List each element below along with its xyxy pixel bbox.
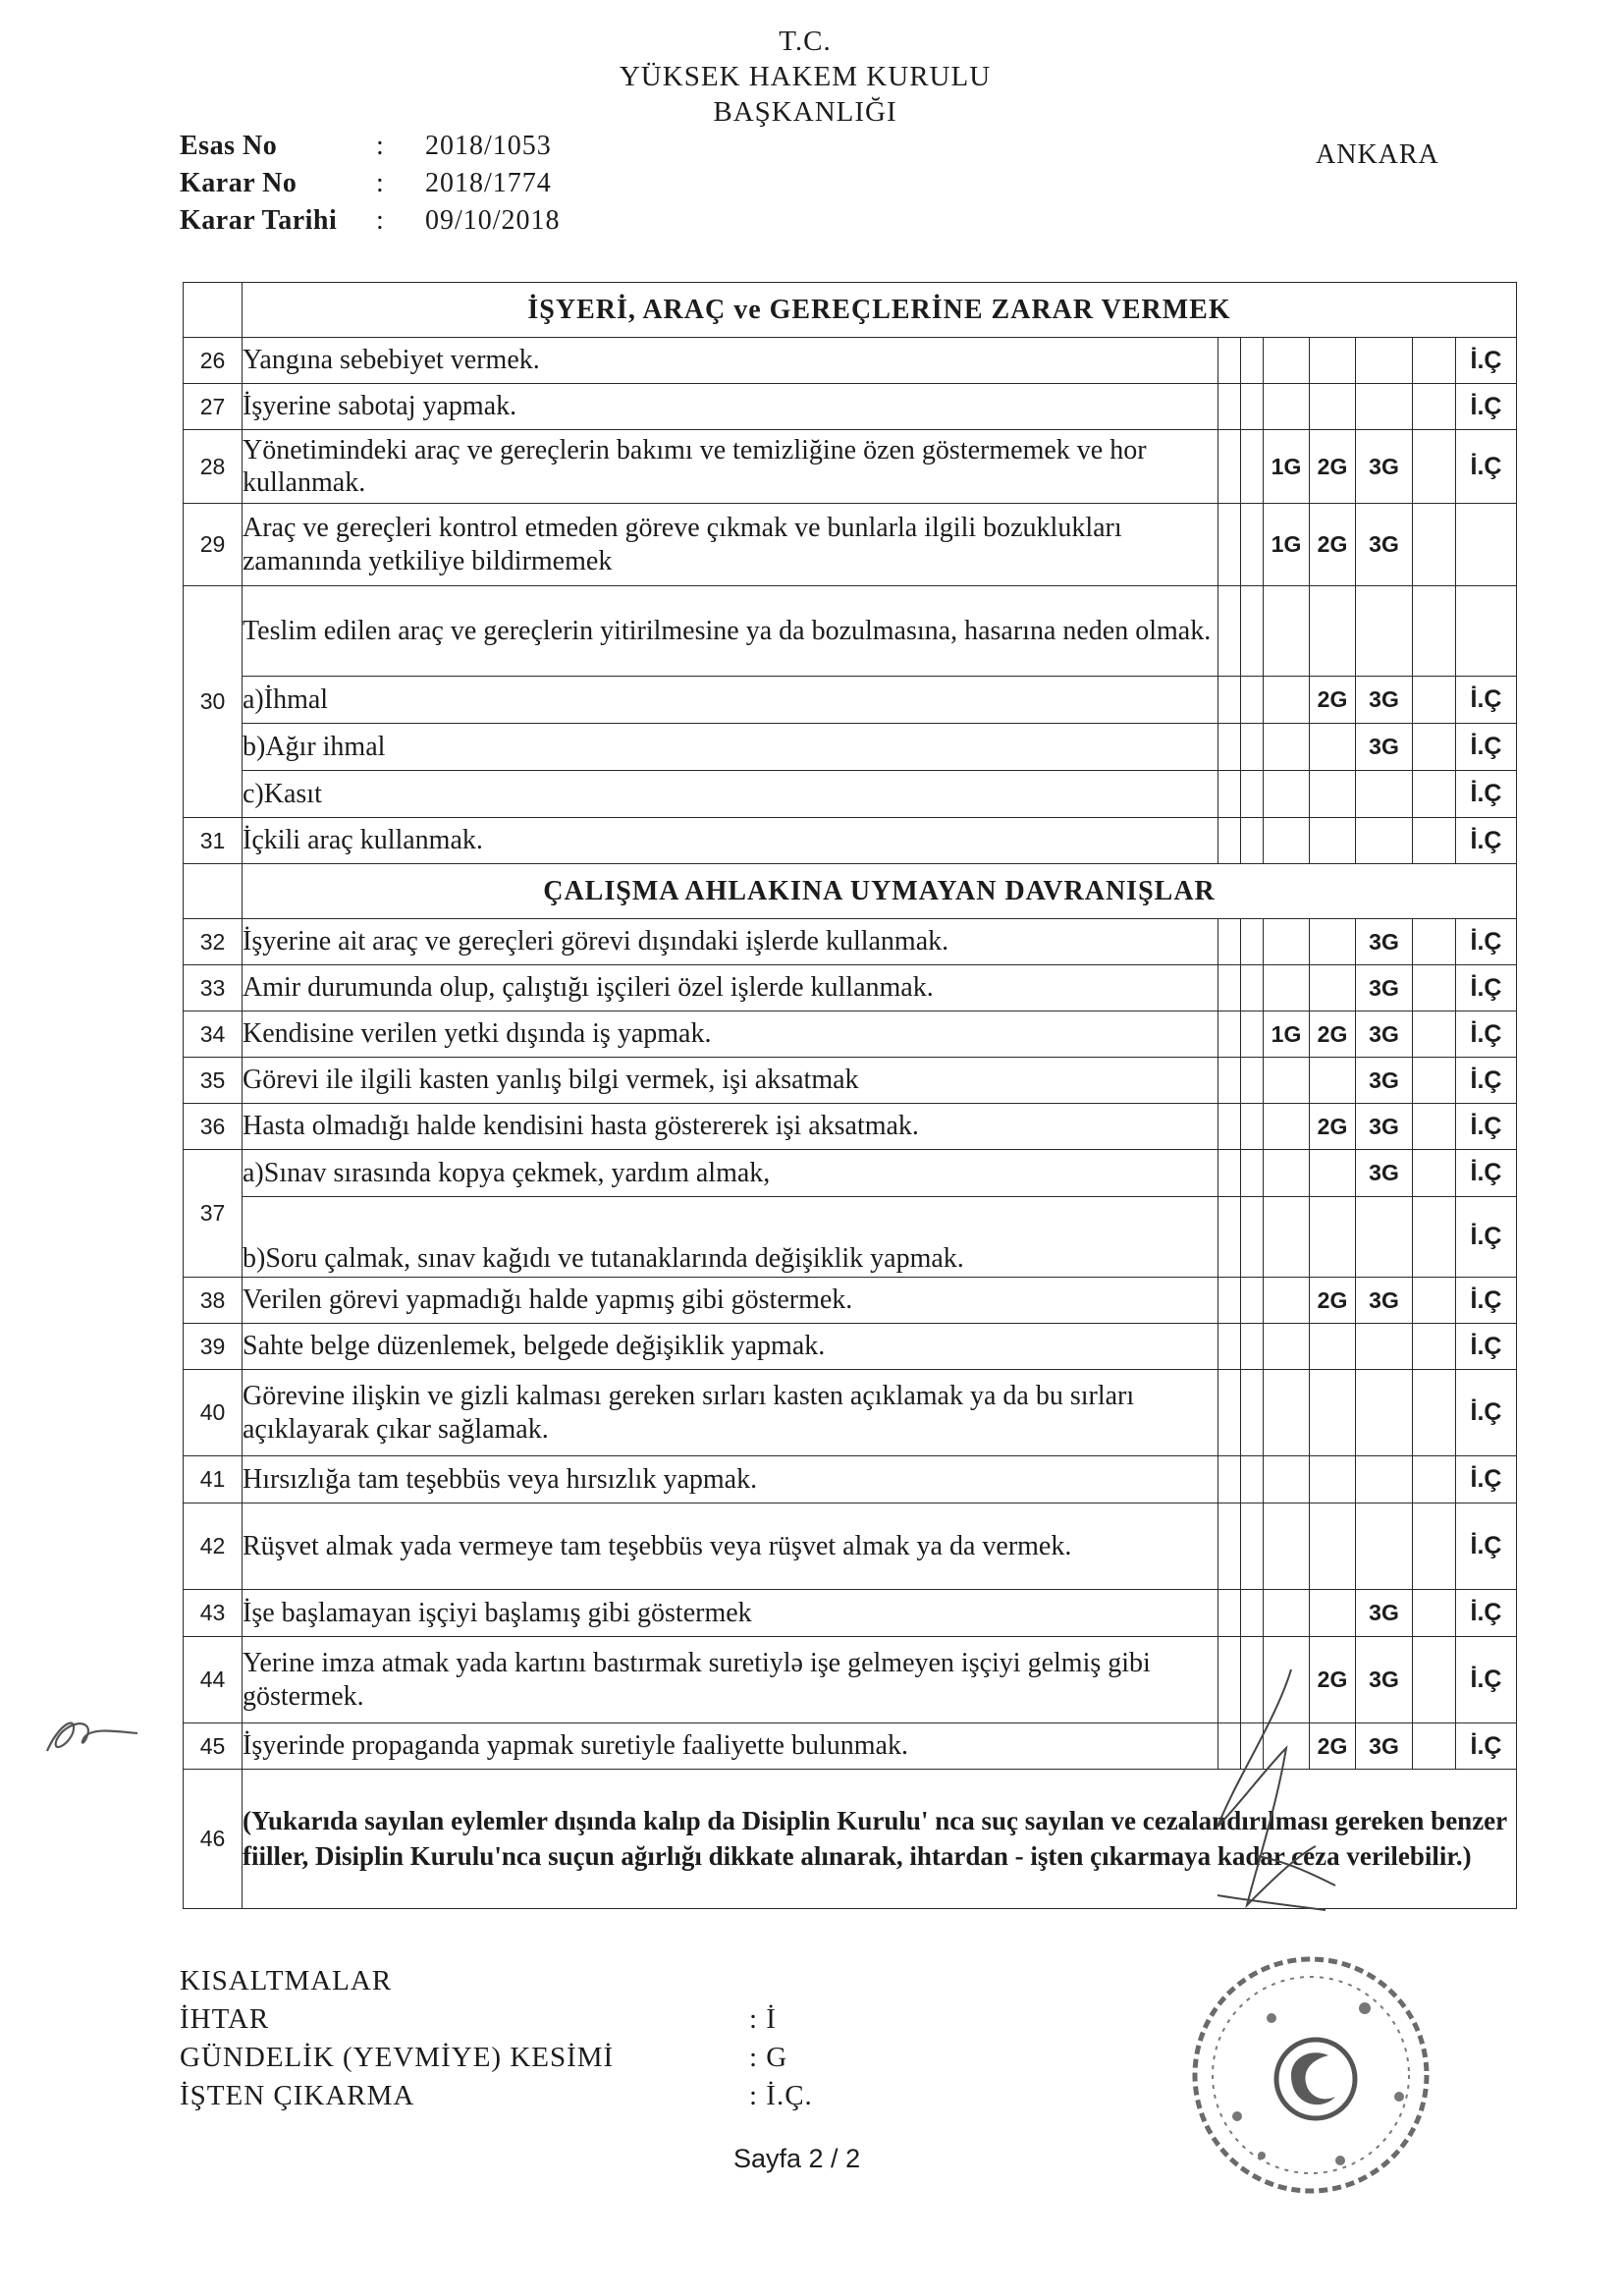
penalty-2g: 2G xyxy=(1310,1011,1356,1058)
table-row xyxy=(184,1104,1517,1150)
legend-label: İŞTEN ÇIKARMA xyxy=(180,2080,415,2111)
penalty-ic: İ.Ç xyxy=(1456,677,1517,724)
header-tc: T.C. xyxy=(779,26,832,57)
penalty-3g: 3G xyxy=(1356,504,1413,586)
penalty-ic: İ.Ç xyxy=(1456,1723,1517,1770)
table-row xyxy=(184,1197,1517,1278)
penalty-ic: İ.Ç xyxy=(1456,1637,1517,1723)
penalty-2g: 2G xyxy=(1310,504,1356,586)
row-text: Görevi ile ilgili kasten yanlış bilgi vermek, işi aksatmak xyxy=(243,1058,1218,1104)
penalty-3g: 3G xyxy=(1356,1150,1413,1197)
table-row xyxy=(184,1278,1517,1324)
legend-item xyxy=(180,2044,787,2072)
penalty-2g: 2G xyxy=(1310,677,1356,724)
penalty-ic: İ.Ç xyxy=(1456,1456,1517,1503)
section-title: İŞYERİ, ARAÇ ve GEREÇLERİNE ZARAR VERMEK xyxy=(243,283,1517,338)
penalty-3g: 3G xyxy=(1356,724,1413,771)
penalty-ic: İ.Ç xyxy=(1456,1590,1517,1637)
penalty-ic: İ.Ç xyxy=(1456,965,1517,1011)
legend-value: : İ xyxy=(749,2003,777,2035)
row-text: Rüşvet almak yada vermeye tam teşebbüs veya rüşvet almak ya da vermek. xyxy=(243,1503,1218,1590)
row-number: 44 xyxy=(184,1637,243,1723)
header-institution: YÜKSEK HAKEM KURULU xyxy=(619,61,992,92)
row-number: 29 xyxy=(184,504,243,586)
legend-label: GÜNDELİK (YEVMİYE) KESİMİ xyxy=(180,2042,615,2073)
row-number: 32 xyxy=(184,919,243,965)
penalty-ic: İ.Ç xyxy=(1456,1011,1517,1058)
penalty-ic: İ.Ç xyxy=(1456,771,1517,818)
row-subitem: c)Kasıt xyxy=(243,771,1218,818)
penalty-ic: İ.Ç xyxy=(1456,338,1517,384)
legend-item xyxy=(180,2005,777,2034)
penalty-ic: İ.Ç xyxy=(1456,1104,1517,1150)
penalty-1g: 1G xyxy=(1264,504,1310,586)
row-number: 35 xyxy=(184,1058,243,1104)
row-number: 37 xyxy=(184,1150,243,1278)
legend-item xyxy=(180,2082,813,2110)
row-text: Hırsızlığa tam teşebbüs veya hırsızlık yapmak. xyxy=(243,1456,1218,1503)
row-number: 38 xyxy=(184,1278,243,1324)
table-row xyxy=(184,1456,1517,1503)
karar-value: 2018/1774 xyxy=(425,168,552,198)
legend-value: : İ.Ç. xyxy=(749,2080,813,2111)
row-subitem: b)Soru çalmak, sınav kağıdı ve tutanaklarında değişiklik yapmak. xyxy=(243,1197,1218,1278)
colon: : xyxy=(376,131,385,161)
row-number: 40 xyxy=(184,1370,243,1456)
row-number: 30 xyxy=(184,586,243,818)
table-row xyxy=(184,1590,1517,1637)
section-row xyxy=(184,864,1517,919)
penalty-ic: İ.Ç xyxy=(1456,1278,1517,1324)
row-subitem: a)İhmal xyxy=(243,677,1218,724)
karar-no-line xyxy=(180,170,552,197)
row-text: Teslim edilen araç ve gereçlerin yitirilmesine ya da bozulmasına, hasarına neden olmak. xyxy=(243,586,1218,677)
table-row xyxy=(184,1150,1517,1197)
row-number: 42 xyxy=(184,1503,243,1590)
row-number: 39 xyxy=(184,1324,243,1370)
penalty-ic: İ.Ç xyxy=(1456,1370,1517,1456)
row-text: İşe başlamayan işçiyi başlamış gibi göstermek xyxy=(243,1590,1218,1637)
esas-label: Esas No xyxy=(180,131,278,161)
penalty-ic: İ.Ç xyxy=(1456,1150,1517,1197)
penalty-3g: 3G xyxy=(1356,430,1413,504)
esas-no-line xyxy=(180,133,552,160)
table-row xyxy=(184,338,1517,384)
row-text: Sahte belge düzenlemek, belgede değişiklik yapmak. xyxy=(243,1324,1218,1370)
row-number: 28 xyxy=(184,430,243,504)
tarih-value: 09/10/2018 xyxy=(425,205,561,236)
colon: : xyxy=(376,205,385,236)
legend-label: İHTAR xyxy=(180,2003,270,2035)
penalty-2g: 2G xyxy=(1310,1104,1356,1150)
table-row xyxy=(184,430,1517,504)
table-row xyxy=(184,586,1517,677)
row-text: İşyerine sabotaj yapmak. xyxy=(243,384,1218,430)
penalty-ic: İ.Ç xyxy=(1456,1058,1517,1104)
penalty-ic: İ.Ç xyxy=(1456,430,1517,504)
penalty-3g: 3G xyxy=(1356,1590,1413,1637)
penalty-2g: 2G xyxy=(1310,1637,1356,1723)
table-row xyxy=(184,1011,1517,1058)
row-number: 46 xyxy=(184,1770,243,1909)
header-presidency: BAŞKANLIĞI xyxy=(713,96,897,128)
official-seal-stamp xyxy=(1154,1949,1468,2205)
row-number: 33 xyxy=(184,965,243,1011)
table-row xyxy=(184,384,1517,430)
penalty-3g: 3G xyxy=(1356,1278,1413,1324)
row-text: Verilen görevi yapmadığı halde yapmış gibi göstermek. xyxy=(243,1278,1218,1324)
table-row xyxy=(184,965,1517,1011)
table-row xyxy=(184,771,1517,818)
penalty-3g: 3G xyxy=(1356,1104,1413,1150)
penalty-1g: 1G xyxy=(1264,1011,1310,1058)
penalty-3g: 3G xyxy=(1356,1011,1413,1058)
colon: : xyxy=(376,168,385,198)
table-row xyxy=(184,919,1517,965)
table-row xyxy=(184,724,1517,771)
table-row xyxy=(184,677,1517,724)
row-number: 36 xyxy=(184,1104,243,1150)
initials-signature xyxy=(39,1704,147,1763)
table-row xyxy=(184,504,1517,586)
section-title: ÇALIŞMA AHLAKINA UYMAYAN DAVRANIŞLAR xyxy=(243,864,1517,919)
row-text: İşyerine ait araç ve gereçleri görevi dışındaki işlerde kullanmak. xyxy=(243,919,1218,965)
esas-value: 2018/1053 xyxy=(425,131,552,161)
row-text: Yangına sebebiyet vermek. xyxy=(243,338,1218,384)
karar-tarihi-line xyxy=(180,207,561,235)
row-number: 27 xyxy=(184,384,243,430)
penalty-3g: 3G xyxy=(1356,1637,1413,1723)
row-text: Kendisine verilen yetki dışında iş yapmak. xyxy=(243,1011,1218,1058)
row-number: 43 xyxy=(184,1590,243,1637)
row-subitem: a)Sınav sırasında kopya çekmek, yardım almak, xyxy=(243,1150,1218,1197)
karar-label: Karar No xyxy=(180,168,298,198)
row-text-general-clause: (Yukarıda sayılan eylemler dışında kalıp da Disiplin Kurulu' nca suç sayılan ve cezalandırılması gereken benzer fiiller, Disiplin Kurulu'nca suçun ağırlığı dikkate alınarak, ihtardan - işten çıkarmaya kadar ceza verilebilir.) xyxy=(243,1770,1517,1909)
row-number: 34 xyxy=(184,1011,243,1058)
table-row xyxy=(184,1058,1517,1104)
penalty-1g: 1G xyxy=(1264,430,1310,504)
tarih-label: Karar Tarihi xyxy=(180,205,338,236)
legend-value: : G xyxy=(749,2042,788,2073)
penalty-ic: İ.Ç xyxy=(1456,724,1517,771)
table-row xyxy=(184,1370,1517,1456)
penalty-ic: İ.Ç xyxy=(1456,1503,1517,1590)
penalty-3g: 3G xyxy=(1356,919,1413,965)
row-number: 45 xyxy=(184,1723,243,1770)
row-number: 41 xyxy=(184,1456,243,1503)
handwritten-signature xyxy=(1198,1660,1345,1984)
penalty-ic: İ.Ç xyxy=(1456,384,1517,430)
penalty-2g: 2G xyxy=(1310,430,1356,504)
row-text: Araç ve gereçleri kontrol etmeden göreve çıkmak ve bunlarla ilgili bozuklukları zamanında yetkiliye bildirmemek xyxy=(243,504,1218,586)
table-row xyxy=(184,1503,1517,1590)
row-subitem: b)Ağır ihmal xyxy=(243,724,1218,771)
penalty-ic: İ.Ç xyxy=(1456,1324,1517,1370)
penalty-ic: İ.Ç xyxy=(1456,818,1517,864)
penalty-3g: 3G xyxy=(1356,1058,1413,1104)
table-row xyxy=(184,818,1517,864)
row-text: Yerine imza atmak yada kartını bastırmak suretiylə işe gelmeyen işçiyi gelmiş gibi göstermek. xyxy=(243,1637,1218,1723)
row-text: Yönetimindeki araç ve gereçlerin bakımı ve temizliğine özen göstermemek ve hor kullanmak. xyxy=(243,430,1218,504)
table-row xyxy=(184,1324,1517,1370)
row-number: 26 xyxy=(184,338,243,384)
penalty-ic: İ.Ç xyxy=(1456,919,1517,965)
penalty-3g: 3G xyxy=(1356,965,1413,1011)
penalty-3g: 3G xyxy=(1356,677,1413,724)
row-text: Görevine ilişkin ve gizli kalması gereken sırları kasten açıklamak ya da bu sırları açıklayarak çıkar sağlamak. xyxy=(243,1370,1218,1456)
page-number: Sayfa 2 / 2 xyxy=(733,2144,861,2173)
penalty-2g: 2G xyxy=(1310,1723,1356,1770)
row-text: İşyerinde propaganda yapmak suretiyle faaliyette bulunmak. xyxy=(243,1723,1218,1770)
legend-title: KISALTMALAR xyxy=(180,1965,393,1996)
row-text: İçkili araç kullanmak. xyxy=(243,818,1218,864)
penalty-2g: 2G xyxy=(1310,1278,1356,1324)
city: ANKARA xyxy=(1316,139,1439,170)
row-text: Hasta olmadığı halde kendisini hasta göstererek işi aksatmak. xyxy=(243,1104,1218,1150)
row-number: 31 xyxy=(184,818,243,864)
penalty-ic: İ.Ç xyxy=(1456,1197,1517,1278)
row-text: Amir durumunda olup, çalıştığı işçileri özel işlerde kullanmak. xyxy=(243,965,1218,1011)
section-row xyxy=(184,283,1517,338)
penalty-3g: 3G xyxy=(1356,1723,1413,1770)
